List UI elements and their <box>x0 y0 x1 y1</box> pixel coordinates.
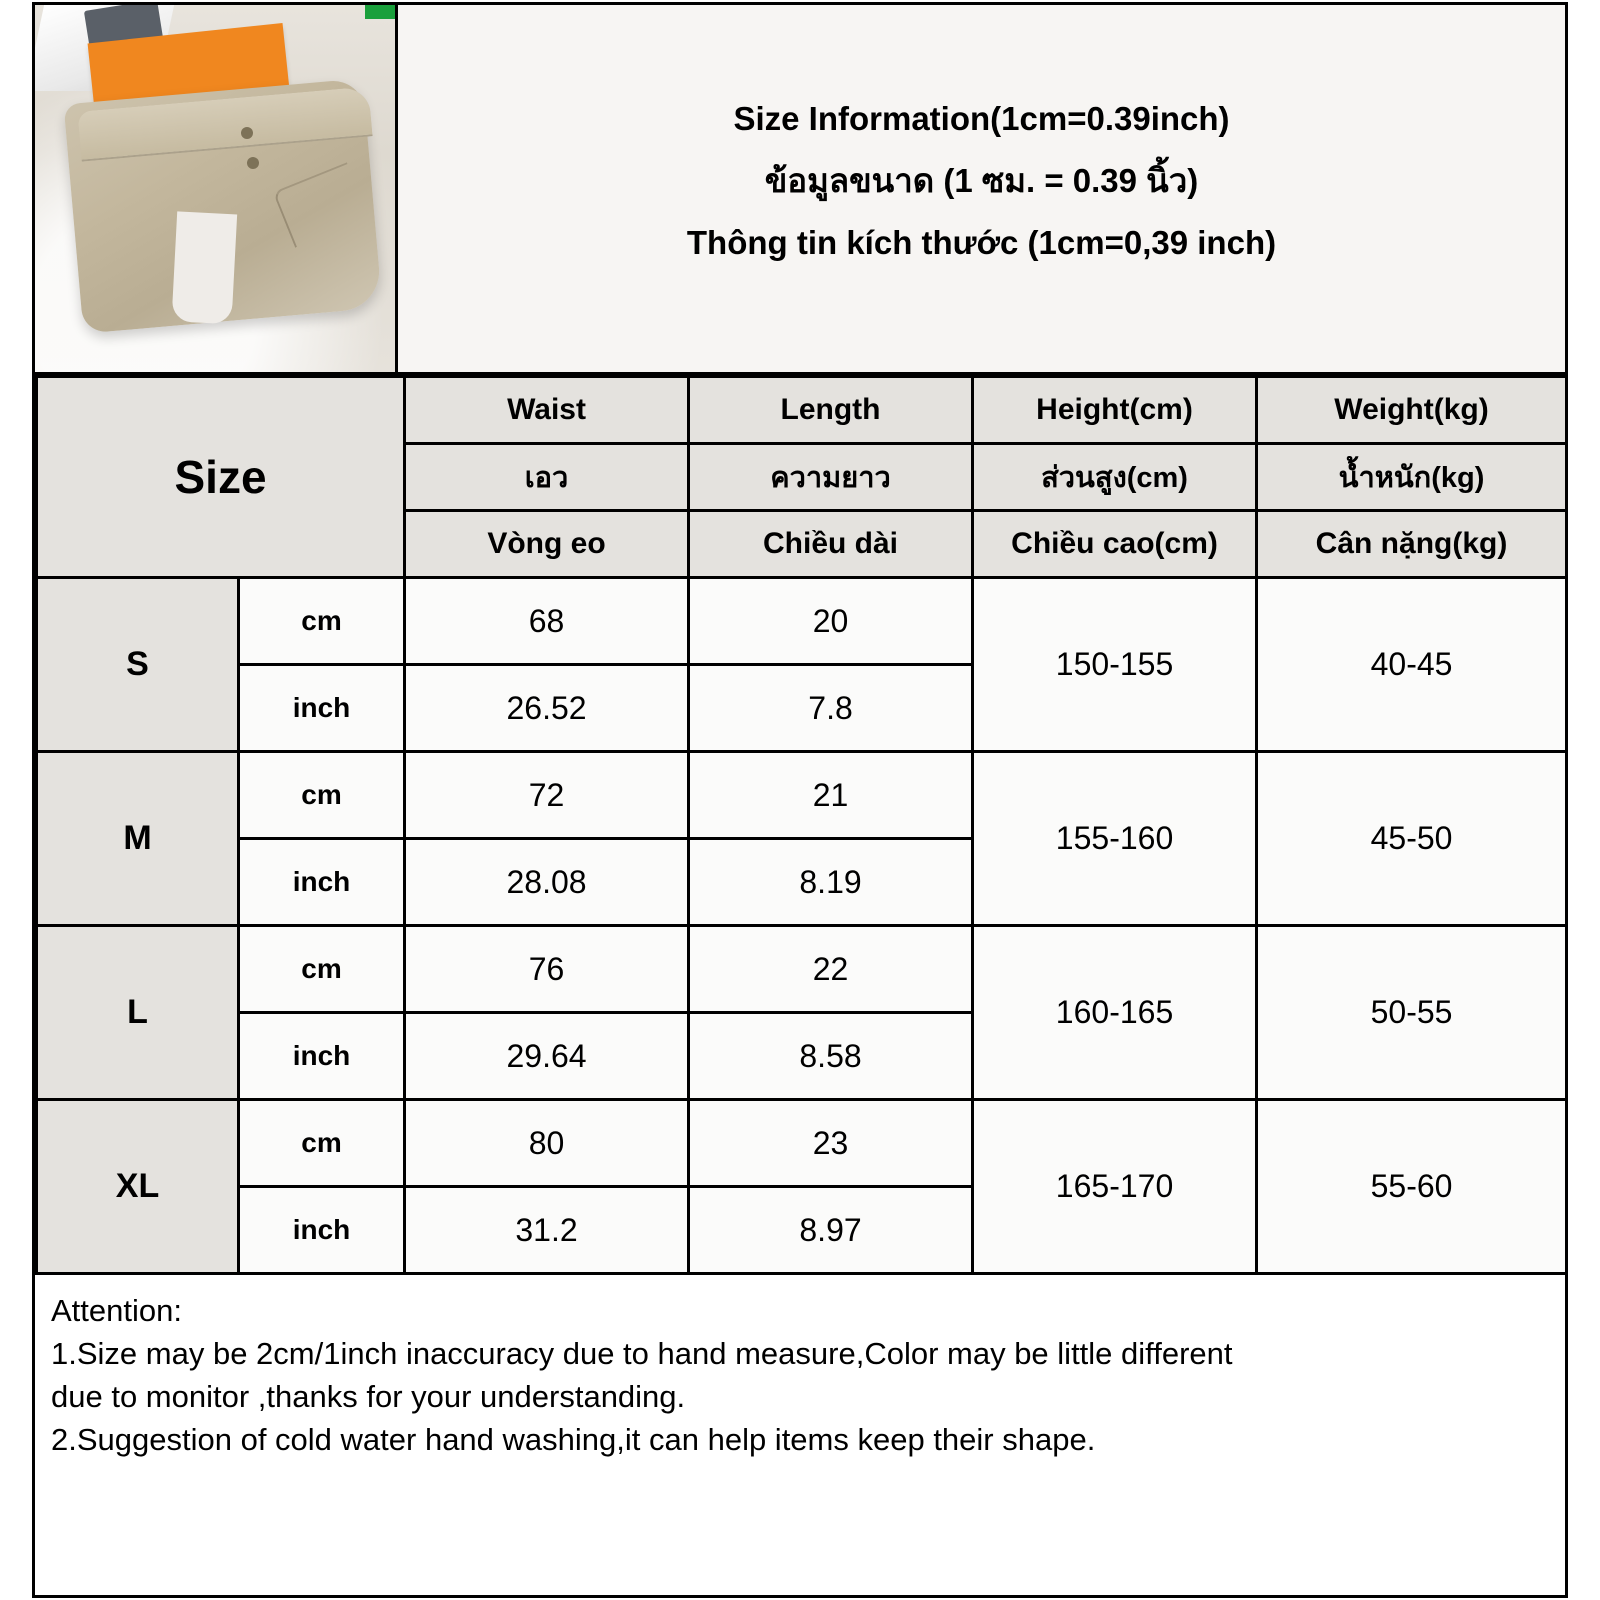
title-cell <box>398 5 1565 372</box>
col-header-height-en: Height(cm) <box>973 377 1257 444</box>
title-line-th: ข้อมูลขนาด (1 ซม. = 0.39 นิ้ว) <box>764 161 1199 199</box>
col-header-length-th: ความยาว <box>689 444 973 511</box>
length-cm-l: 22 <box>689 926 973 1013</box>
table-row <box>37 578 1567 665</box>
attention-line-1a: 1.Size may be 2cm/1inch inaccuracy due to hand measure,Color may be little different <box>51 1336 1233 1371</box>
waist-cm-m: 72 <box>405 752 689 839</box>
unit-cm-m: cm <box>239 752 405 839</box>
attention-block <box>35 1275 1565 1461</box>
length-inch-m: 8.19 <box>689 839 973 926</box>
row-size-s: S <box>37 578 239 752</box>
col-header-waist-vi: Vòng eo <box>405 511 689 578</box>
row-size-m: M <box>37 752 239 926</box>
header-row <box>35 5 1565 375</box>
height-xl: 165-170 <box>973 1100 1257 1274</box>
attention-heading: Attention: <box>51 1293 182 1328</box>
unit-inch-l: inch <box>239 1013 405 1100</box>
waist-cm-xl: 80 <box>405 1100 689 1187</box>
waist-cm-s: 68 <box>405 578 689 665</box>
waist-inch-m: 28.08 <box>405 839 689 926</box>
height-s: 150-155 <box>973 578 1257 752</box>
length-cm-s: 20 <box>689 578 973 665</box>
weight-xl: 55-60 <box>1257 1100 1567 1274</box>
unit-cm-l: cm <box>239 926 405 1013</box>
table-row <box>37 926 1567 1013</box>
photo-shorts-button-top <box>241 127 253 139</box>
col-header-waist-th: เอว <box>405 444 689 511</box>
unit-inch-s: inch <box>239 665 405 752</box>
table-row <box>37 752 1567 839</box>
row-size-xl: XL <box>37 1100 239 1274</box>
height-l: 160-165 <box>973 926 1257 1100</box>
waist-inch-l: 29.64 <box>405 1013 689 1100</box>
unit-inch-xl: inch <box>239 1187 405 1274</box>
attention-line-2: 2.Suggestion of cold water hand washing,it can help items keep their shape. <box>51 1422 1096 1457</box>
length-inch-l: 8.58 <box>689 1013 973 1100</box>
title-line-vi: Thông tin kích thước (1cm=0,39 inch) <box>686 223 1277 261</box>
col-header-height-vi: Chiều cao(cm) <box>973 511 1257 578</box>
length-inch-xl: 8.97 <box>689 1187 973 1274</box>
col-header-waist-en: Waist <box>405 377 689 444</box>
col-header-weight-vi: Cân nặng(kg) <box>1257 511 1567 578</box>
size-table <box>35 375 1568 1275</box>
waist-inch-s: 26.52 <box>405 665 689 752</box>
product-photo-cell <box>35 5 398 372</box>
col-header-length-vi: Chiều dài <box>689 511 973 578</box>
weight-s: 40-45 <box>1257 578 1567 752</box>
waist-inch-xl: 31.2 <box>405 1187 689 1274</box>
table-header-row-en <box>37 377 1567 444</box>
weight-l: 50-55 <box>1257 926 1567 1100</box>
product-photo <box>35 5 395 372</box>
weight-m: 45-50 <box>1257 752 1567 926</box>
photo-shorts-button-bottom <box>247 157 259 169</box>
col-header-weight-th: น้ำหนัก(kg) <box>1257 444 1567 511</box>
size-header-cell: Size <box>37 377 405 578</box>
unit-cm-xl: cm <box>239 1100 405 1187</box>
title-line-en: Size Information(1cm=0.39inch) <box>733 99 1230 137</box>
photo-green-marker <box>365 5 398 19</box>
col-header-height-th: ส่วนสูง(cm) <box>973 444 1257 511</box>
unit-inch-m: inch <box>239 839 405 926</box>
row-size-l: L <box>37 926 239 1100</box>
length-cm-m: 21 <box>689 752 973 839</box>
col-header-weight-en: Weight(kg) <box>1257 377 1567 444</box>
size-chart-sheet <box>32 2 1568 1598</box>
unit-cm-s: cm <box>239 578 405 665</box>
height-m: 155-160 <box>973 752 1257 926</box>
col-header-length-en: Length <box>689 377 973 444</box>
length-inch-s: 7.8 <box>689 665 973 752</box>
waist-cm-l: 76 <box>405 926 689 1013</box>
attention-line-1b: due to monitor ,thanks for your understanding. <box>51 1379 686 1414</box>
table-row <box>37 1100 1567 1187</box>
length-cm-xl: 23 <box>689 1100 973 1187</box>
